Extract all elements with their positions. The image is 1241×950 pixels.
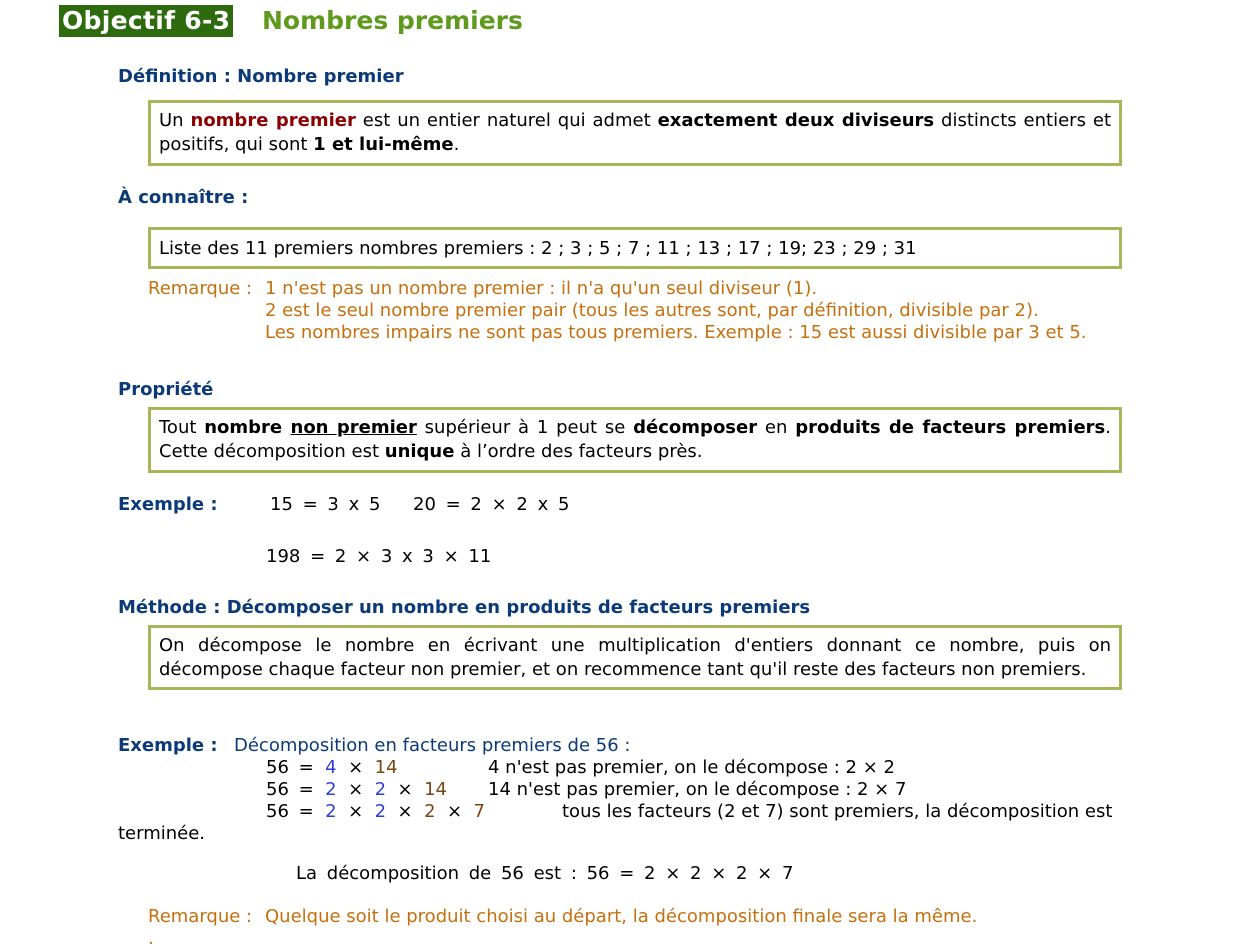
remark-line: 1 n'est pas un nombre premier : il n'a qu'un seul diviseur (1).: [265, 278, 818, 299]
decomposition-result: La décomposition de 56 est : 56 = 2 × 2 × 2 × 7: [296, 863, 794, 884]
decomposition-comment: tous les facteurs (2 et 7) sont premiers, la décomposition est: [562, 801, 1113, 822]
decomposition-row: [266, 801, 485, 822]
property-emphasis-underlined: non premier: [290, 417, 417, 438]
definition-emphasis: 1 et lui-même: [313, 134, 454, 155]
factor-blue: 2: [374, 779, 387, 800]
factor-blue: 2: [325, 801, 337, 822]
decomposition-row: [266, 779, 447, 800]
method-box: [148, 625, 1122, 690]
factor-brown: 2: [424, 801, 436, 822]
example-equation: 20 = 2 × 2 x 5: [413, 494, 570, 515]
example-equation: 15 = 3 x 5: [270, 494, 381, 515]
property-text: à l’ordre des facteurs près.: [454, 441, 703, 462]
times-sign: ×: [348, 779, 364, 800]
property-emphasis: nombre: [204, 417, 291, 438]
decomposition-comment-wrap: terminée.: [118, 823, 206, 844]
property-text: Tout: [159, 417, 205, 438]
times-sign: ×: [348, 801, 364, 822]
definition-text: est un entier naturel qui admet: [355, 110, 658, 131]
remark-label: Remarque :: [148, 906, 253, 927]
example-label: Exemple :: [118, 494, 218, 515]
remark-trailing-dot: .: [148, 928, 154, 949]
definition-term: nombre premier: [190, 110, 356, 131]
factor-brown: 14: [424, 779, 447, 800]
definition-heading: Définition : Nombre premier: [118, 66, 404, 87]
example-equation: 198 = 2 × 3 x 3 × 11: [266, 546, 492, 567]
property-text: supérieur à 1 peut se: [416, 417, 634, 438]
definition-text: distincts entiers et positifs, qui sont: [159, 110, 1112, 155]
equation-lhs: 56 =: [266, 757, 314, 778]
factor-brown: 7: [473, 801, 485, 822]
times-sign: ×: [397, 801, 413, 822]
factor-blue: 2: [325, 779, 337, 800]
prime-list-text: Liste des 11 premiers nombres premiers : 2 ; 3 ; 5 ; 7 ; 11 ; 13 ; 17 ; 19; 23 ; 29 ; 31: [159, 238, 917, 259]
remark-line: Les nombres impairs ne sont pas tous premiers. Exemple : 15 est aussi divisible par 3 et 5.: [265, 322, 1087, 343]
method-heading: Méthode : Décomposer un nombre en produits de facteurs premiers: [118, 597, 811, 618]
example-intro: Décomposition en facteurs premiers de 56 :: [234, 735, 631, 756]
factor-blue: 4: [325, 757, 337, 778]
definition-box: [148, 100, 1122, 166]
definition-text: .: [453, 134, 460, 155]
definition-text: Un: [159, 110, 191, 131]
a-connaitre-heading: À connaître :: [118, 187, 249, 208]
decomposition-comment: 4 n'est pas premier, on le décompose : 2 × 2: [488, 757, 895, 778]
equation-lhs: 56 =: [266, 801, 314, 822]
decomposition-comment: 14 n'est pas premier, on le décompose : 2 × 7: [488, 779, 907, 800]
method-text: On décompose le nombre en écrivant une multiplication d'entiers donnant ce nombre, puis on décompose chaque facteur non premier, et on recommence tant qu'il reste des facteurs non premiers.: [159, 635, 1111, 680]
times-sign: ×: [348, 757, 364, 778]
property-emphasis: unique: [384, 441, 455, 462]
property-emphasis: produits de facteurs premiers: [795, 417, 1106, 438]
factor-blue: 2: [374, 801, 387, 822]
times-sign: ×: [446, 801, 463, 822]
prime-list-box: [148, 227, 1122, 269]
decomposition-row: [266, 757, 398, 778]
example-label: Exemple :: [118, 735, 218, 756]
property-emphasis: décomposer: [633, 417, 758, 438]
objective-badge: Objectif 6-3: [59, 5, 233, 37]
remark-label: Remarque :: [148, 278, 253, 299]
page-title: Nombres premiers: [262, 6, 523, 35]
remark-line: 2 est le seul nombre premier pair (tous les autres sont, par définition, divisible par 2).: [265, 300, 1039, 321]
definition-emphasis: exactement deux diviseurs: [657, 110, 935, 131]
property-box: [148, 407, 1122, 473]
property-heading: Propriété: [118, 379, 214, 400]
property-text: en: [757, 417, 796, 438]
times-sign: ×: [397, 779, 413, 800]
property-text: . Cette décomposition est: [159, 417, 1111, 462]
factor-brown: 14: [374, 757, 398, 778]
remark-line: Quelque soit le produit choisi au départ, la décomposition finale sera la même.: [265, 906, 978, 927]
equation-lhs: 56 =: [266, 779, 314, 800]
